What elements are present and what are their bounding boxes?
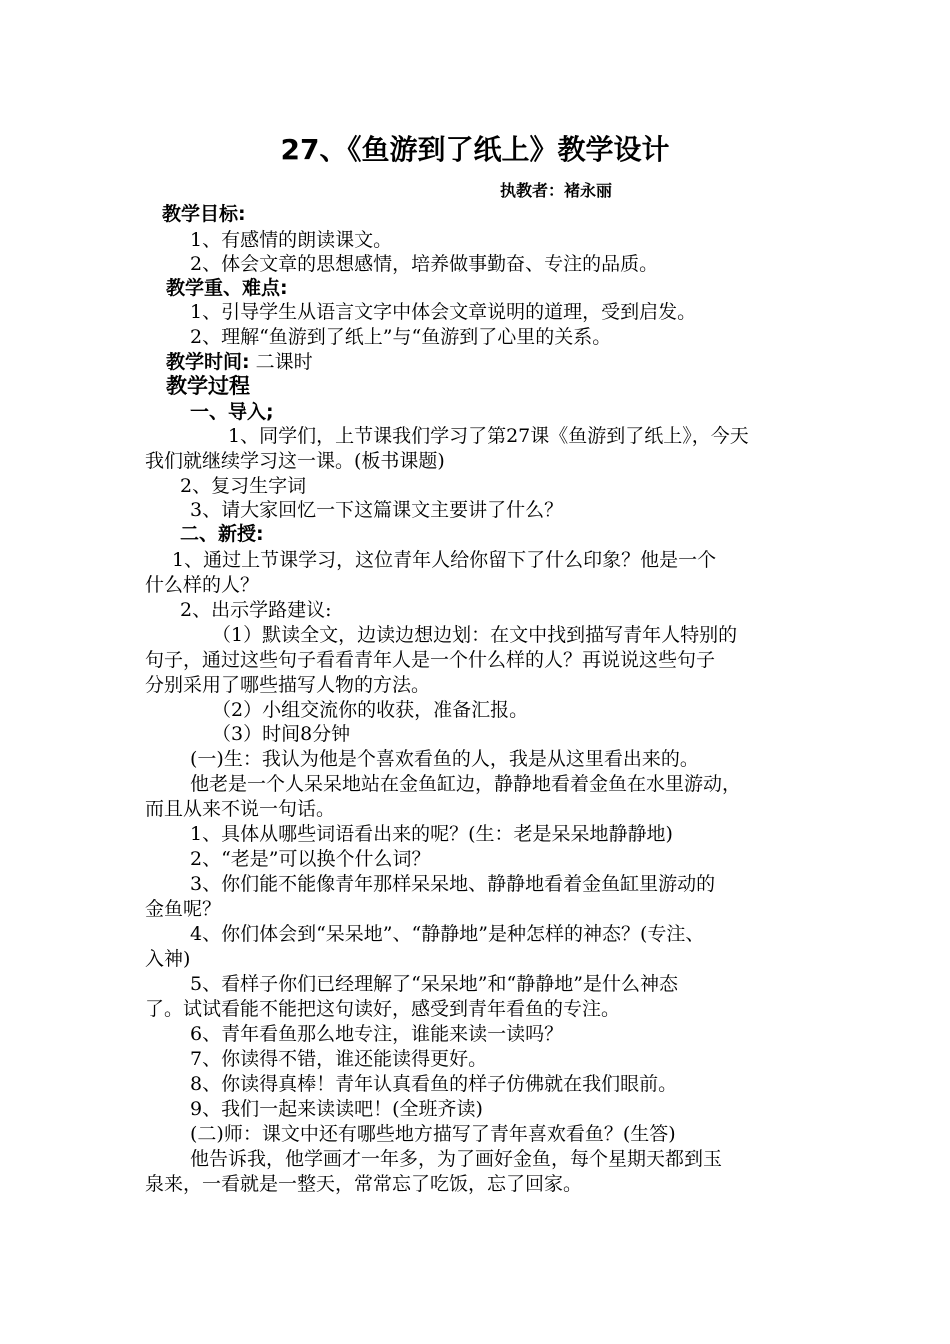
paragraph-line: 2、“老是”可以换个什么词？ <box>190 848 431 870</box>
document-title: 27、《鱼游到了纸上》教学设计 <box>280 133 670 166</box>
paragraph-line: 1、同学们，上节课我们学习了第27课《鱼游到了纸上》，今天 <box>228 425 749 447</box>
paragraph-line: (一)生：我认为他是个喜欢看鱼的人，我是从这里看出来的。 <box>190 748 699 770</box>
paragraph-line: 3、你们能不能像青年那样呆呆地、静静地看着金鱼缸里游动的 <box>190 873 716 895</box>
paragraph-line: 入神) <box>145 948 191 970</box>
paragraph-line: 5、看样子你们已经理解了“呆呆地”和“静静地”是什么神态 <box>190 973 678 995</box>
key-points-heading: 教学重、难点: <box>166 277 288 299</box>
paragraph-line: 他老是一个人呆呆地站在金鱼缸边，静静地看着金鱼在水里游动， <box>190 773 742 795</box>
paragraph-line: 了。试试看能不能把这句读好，感受到青年看鱼的专注。 <box>145 998 621 1020</box>
goals-heading: 教学目标: <box>162 203 246 225</box>
paragraph-line: 7、你读得不错，谁还能读得更好。 <box>190 1048 488 1070</box>
author-line: 执教者：褚永丽 <box>500 181 613 200</box>
paragraph-line: （2）小组交流你的收获，准备汇报。 <box>212 699 529 721</box>
time-value: 二课时 <box>249 351 313 373</box>
goal-item: 2、体会文章的思想感情，培养做事勤奋、专注的品质。 <box>190 253 659 275</box>
section-heading-intro: 一、导入; <box>190 401 274 423</box>
paragraph-line: 金鱼呢？ <box>145 898 222 920</box>
paragraph-line: 9、我们一起来读读吧！(全班齐读) <box>190 1098 483 1120</box>
paragraph-line: 什么样的人？ <box>145 574 260 596</box>
key-point-item: 1、引导学生从语言文字中体会文章说明的道理，受到启发。 <box>190 301 697 323</box>
paragraph-line: 我们就继续学习这一课。(板书课题) <box>145 450 445 472</box>
goal-item: 1、有感情的朗读课文。 <box>190 229 393 251</box>
key-point-item: 2、理解“鱼游到了纸上”与“鱼游到了心里的关系。 <box>190 326 612 348</box>
time-heading: 教学时间: <box>166 351 250 373</box>
time-line <box>166 350 313 374</box>
paragraph-line: (二)师：课文中还有哪些地方描写了青年喜欢看鱼？(生答) <box>190 1123 676 1145</box>
paragraph-line: 2、出示学路建议: <box>180 599 332 621</box>
paragraph-line: （3）时间8分钟 <box>212 723 351 745</box>
process-heading: 教学过程 <box>166 374 250 398</box>
paragraph-line: 他告诉我，他学画才一年多，为了画好金鱼，每个星期天都到玉 <box>190 1148 723 1170</box>
paragraph-line: 1、具体从哪些词语看出来的呢？(生：老是呆呆地静静地) <box>190 823 673 845</box>
paragraph-line: 6、青年看鱼那么地专注，谁能来读一读吗？ <box>190 1023 564 1045</box>
paragraph-line: 而且从来不说一句话。 <box>145 798 336 820</box>
section-heading-new: 二、新授: <box>180 523 264 545</box>
paragraph-line: 8、你读得真棒！青年认真看鱼的样子仿佛就在我们眼前。 <box>190 1073 678 1095</box>
paragraph-line: 4、你们体会到“呆呆地”、“静静地”是种怎样的神态？(专注、 <box>190 923 705 945</box>
paragraph-line: 句子，通过这些句子看看青年人是一个什么样的人？再说说这些句子 <box>145 649 716 671</box>
paragraph-line: （1）默读全文，边读边想边划：在文中找到描写青年人特别的 <box>212 624 738 646</box>
paragraph-line: 1、通过上节课学习，这位青年人给你留下了什么印象？他是一个 <box>172 549 717 571</box>
paragraph-line: 泉来，一看就是一整天，常常忘了吃饭，忘了回家。 <box>145 1173 583 1195</box>
paragraph-line: 2、复习生字词 <box>180 475 307 497</box>
paragraph-line: 3、请大家回忆一下这篇课文主要讲了什么？ <box>190 499 564 521</box>
paragraph-line: 分别采用了哪些描写人物的方法。 <box>145 674 431 696</box>
